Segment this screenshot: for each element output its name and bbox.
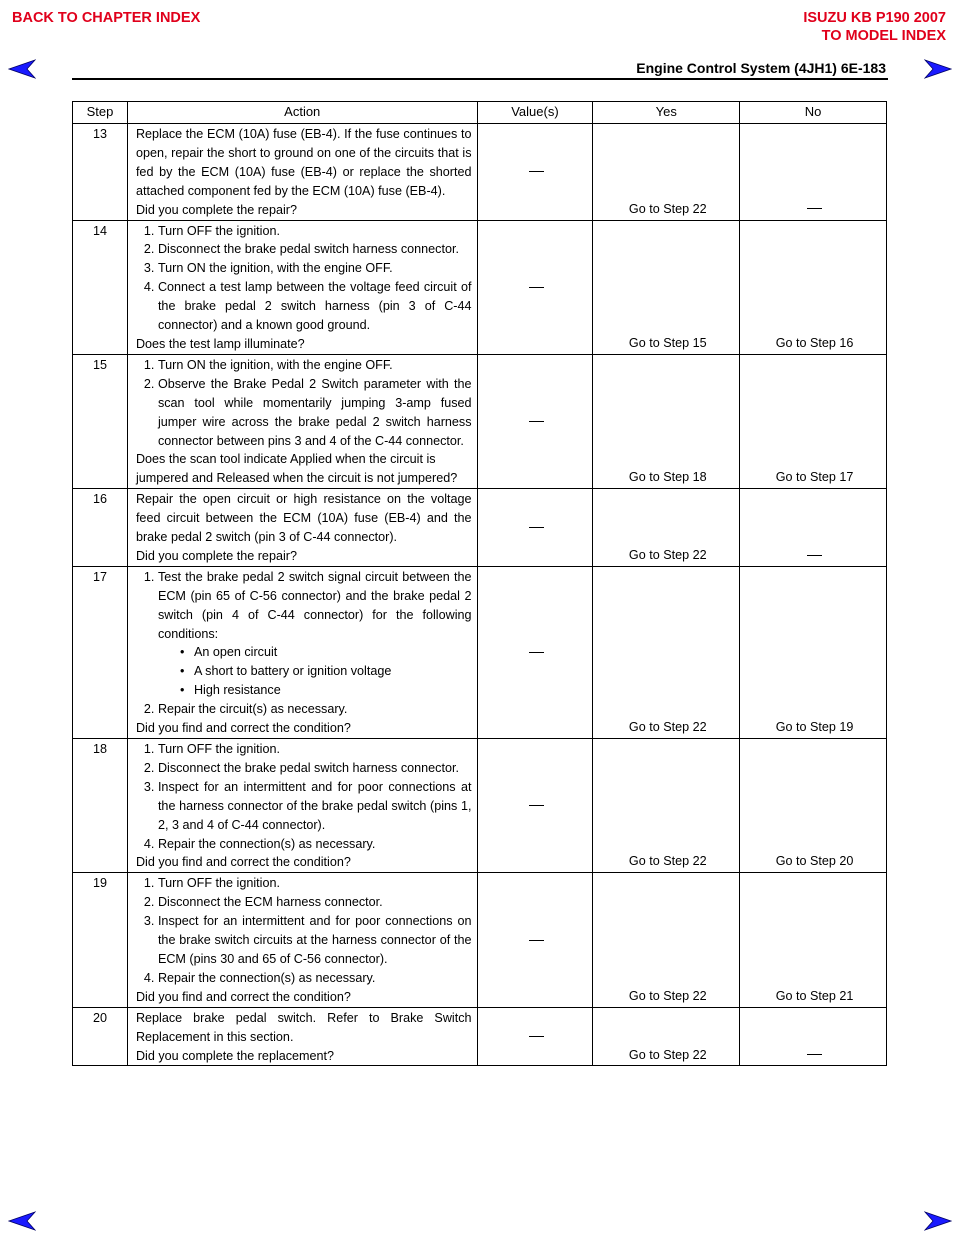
table-row bbox=[73, 489, 887, 567]
no-cell: Go to Step 17 bbox=[740, 354, 887, 488]
action-question: Did you complete the repair? bbox=[135, 202, 297, 217]
yes-cell: Go to Step 22 bbox=[593, 873, 740, 1007]
action-step-text: Connect a test lamp between the voltage feed circuit of the brake pedal 2 switch harness (pin 3 of C-44 connector) and a known good ground. bbox=[157, 280, 472, 333]
step-number-cell: 14 bbox=[73, 220, 128, 354]
no-cell: Go to Step 16 bbox=[740, 220, 887, 354]
no-dash bbox=[807, 555, 822, 557]
action-step-item bbox=[158, 835, 472, 854]
action-step-text: Repair the circuit(s) as necessary. bbox=[157, 702, 348, 717]
action-step-text: Turn ON the ignition, with the engine OFF. bbox=[157, 261, 393, 276]
action-step-item bbox=[158, 700, 472, 719]
action-cell bbox=[127, 1007, 477, 1066]
action-step-text: Inspect for an intermittent and for poor connections on the brake switch circuits at the harness connector of the ECM (pins 30 and 65 of C-56 connector). bbox=[157, 914, 472, 966]
header-divider bbox=[72, 78, 888, 80]
condition-bullet-item: • High resistance bbox=[194, 681, 472, 700]
action-step-text: Inspect for an intermittent and for poor connections at the harness connector of the brake pedal switch (pins 1, 2, 3 and 4 of C-44 connector). bbox=[157, 779, 472, 832]
action-step-text: Turn OFF the ignition. bbox=[157, 742, 280, 756]
value-cell bbox=[477, 124, 593, 221]
no-dash bbox=[807, 1054, 822, 1056]
action-step-text: Disconnect the brake pedal switch harness connector. bbox=[157, 760, 459, 775]
action-question: Does the test lamp illuminate? bbox=[135, 336, 305, 351]
step-number-cell: 18 bbox=[73, 739, 128, 873]
action-step-item bbox=[158, 759, 472, 778]
action-step-list bbox=[136, 356, 472, 451]
action-cell bbox=[127, 124, 477, 221]
no-cell: Go to Step 20 bbox=[740, 739, 887, 873]
value-dash bbox=[529, 527, 544, 529]
table-row bbox=[73, 354, 887, 488]
action-step-item bbox=[158, 912, 472, 969]
action-step-text: Observe the Brake Pedal 2 Switch parameter with the scan tool while momentarily jumping 3-amp fused jumper wire across the brake pedal 2 switch harness connector between pins 3 and 4 of the C-44 connector. bbox=[157, 376, 472, 448]
yes-cell: Go to Step 22 bbox=[593, 1007, 740, 1066]
no-dash bbox=[807, 208, 822, 210]
yes-cell: Go to Step 22 bbox=[593, 566, 740, 738]
arrow-right-icon[interactable] bbox=[924, 59, 952, 79]
value-cell bbox=[477, 1007, 593, 1066]
table-row bbox=[73, 124, 887, 221]
column-header-step: Step bbox=[73, 102, 128, 124]
arrow-left-icon[interactable] bbox=[8, 1211, 36, 1231]
action-step-item bbox=[158, 375, 472, 451]
action-question: Did you complete the replacement? bbox=[135, 1048, 335, 1063]
action-step-item bbox=[158, 874, 472, 893]
value-dash bbox=[529, 287, 544, 289]
column-header-values: Value(s) bbox=[477, 102, 593, 124]
value-dash bbox=[529, 1036, 544, 1038]
action-step-text: Repair the connection(s) as necessary. bbox=[157, 970, 376, 985]
model-title-link[interactable]: ISUZU KB P190 2007 bbox=[803, 10, 946, 26]
action-question: Did you find and correct the condition? bbox=[135, 855, 351, 870]
value-cell bbox=[477, 354, 593, 488]
step-number-cell: 17 bbox=[73, 566, 128, 738]
step-number-cell: 16 bbox=[73, 489, 128, 567]
step-number-cell: 20 bbox=[73, 1007, 128, 1066]
action-step-list bbox=[136, 874, 472, 987]
no-cell bbox=[740, 489, 887, 567]
action-step-item bbox=[158, 259, 472, 278]
action-paragraph: Repair the open circuit or high resistance on the voltage feed circuit between the ECM (10A) fuse (EB-4) and the brake pedal 2 switch (pin 3 of C-44 connector). bbox=[135, 492, 472, 545]
value-cell bbox=[477, 220, 593, 354]
page-header-title: Engine Control System (4JH1) 6E-183 bbox=[636, 60, 886, 76]
action-step-text: Turn OFF the ignition. bbox=[157, 223, 280, 238]
action-step-text: Disconnect the ECM harness connector. bbox=[157, 895, 383, 910]
arrow-right-icon[interactable] bbox=[924, 1211, 952, 1231]
table-header-row bbox=[73, 102, 887, 124]
table-row bbox=[73, 566, 887, 738]
to-model-index-link[interactable]: TO MODEL INDEX bbox=[821, 28, 946, 44]
action-step-item bbox=[158, 740, 472, 759]
condition-bullet-list bbox=[158, 643, 472, 700]
action-step-text: Test the brake pedal 2 switch signal circuit between the ECM (pin 65 of C-56 connector) and the brake pedal 2 switch (pin 4 of C-44 connector) for the following conditions: bbox=[157, 569, 472, 641]
value-cell bbox=[477, 739, 593, 873]
action-step-item bbox=[158, 568, 472, 700]
step-number-cell: 19 bbox=[73, 873, 128, 1007]
yes-cell: Go to Step 15 bbox=[593, 220, 740, 354]
condition-bullet-item: • An open circuit bbox=[194, 643, 472, 662]
action-paragraph: Replace brake pedal switch. Refer to Brake Switch Replacement in this section. bbox=[135, 1010, 472, 1044]
action-step-item bbox=[158, 240, 472, 259]
action-question: Did you find and correct the condition? bbox=[135, 989, 351, 1004]
step-number-cell: 13 bbox=[73, 124, 128, 221]
column-header-action: Action bbox=[127, 102, 477, 124]
table-row bbox=[73, 873, 887, 1007]
arrow-left-icon[interactable] bbox=[8, 59, 36, 79]
no-cell: Go to Step 21 bbox=[740, 873, 887, 1007]
value-cell bbox=[477, 566, 593, 738]
column-header-yes: Yes bbox=[593, 102, 740, 124]
action-cell bbox=[127, 220, 477, 354]
value-cell bbox=[477, 489, 593, 567]
column-header-no: No bbox=[740, 102, 887, 124]
action-step-item bbox=[158, 356, 472, 375]
action-step-item bbox=[158, 969, 472, 988]
no-cell: Go to Step 19 bbox=[740, 566, 887, 738]
action-cell bbox=[127, 873, 477, 1007]
diagnostic-steps-table bbox=[72, 101, 887, 1066]
action-question: Did you find and correct the condition? bbox=[135, 721, 351, 736]
action-step-list bbox=[136, 568, 472, 719]
action-step-list bbox=[136, 222, 472, 335]
value-dash bbox=[529, 805, 544, 807]
yes-cell: Go to Step 22 bbox=[593, 124, 740, 221]
action-step-text: Repair the connection(s) as necessary. bbox=[157, 836, 376, 851]
action-step-item bbox=[158, 222, 472, 241]
no-cell bbox=[740, 124, 887, 221]
action-step-item bbox=[158, 778, 472, 835]
action-cell bbox=[127, 354, 477, 488]
action-step-item bbox=[158, 893, 472, 912]
action-step-text: Turn ON the ignition, with the engine OFF. bbox=[157, 357, 393, 372]
condition-bullet-item: • A short to battery or ignition voltage bbox=[194, 662, 472, 681]
table-row bbox=[73, 220, 887, 354]
table-row bbox=[73, 1007, 887, 1066]
no-cell bbox=[740, 1007, 887, 1066]
action-step-text: Turn OFF the ignition. bbox=[157, 876, 280, 891]
yes-cell: Go to Step 18 bbox=[593, 354, 740, 488]
yes-cell: Go to Step 22 bbox=[593, 739, 740, 873]
action-step-list bbox=[136, 740, 472, 853]
yes-cell: Go to Step 22 bbox=[593, 489, 740, 567]
action-question: Does the scan tool indicate Applied when the circuit is jumpered and Released when the circuit is not jumpered? bbox=[135, 452, 458, 486]
value-dash bbox=[529, 940, 544, 942]
back-to-chapter-index-link[interactable]: BACK TO CHAPTER INDEX bbox=[12, 10, 201, 26]
action-cell bbox=[127, 739, 477, 873]
action-question: Did you complete the repair? bbox=[135, 548, 297, 563]
action-step-item bbox=[158, 278, 472, 335]
action-cell bbox=[127, 489, 477, 567]
step-number-cell: 15 bbox=[73, 354, 128, 488]
action-cell bbox=[127, 566, 477, 738]
value-cell bbox=[477, 873, 593, 1007]
value-dash bbox=[529, 171, 544, 173]
action-step-text: Disconnect the brake pedal switch harness connector. bbox=[157, 242, 459, 257]
action-paragraph: Replace the ECM (10A) fuse (EB-4). If the fuse continues to open, repair the short to ground on one of the circuits that is fed by the ECM (10A) fuse (EB-4) or replace the shorted attached component fed by the ECM (10A) fuse (EB-4). bbox=[135, 127, 472, 198]
value-dash bbox=[529, 421, 544, 423]
table-row bbox=[73, 739, 887, 873]
value-dash bbox=[529, 652, 544, 654]
